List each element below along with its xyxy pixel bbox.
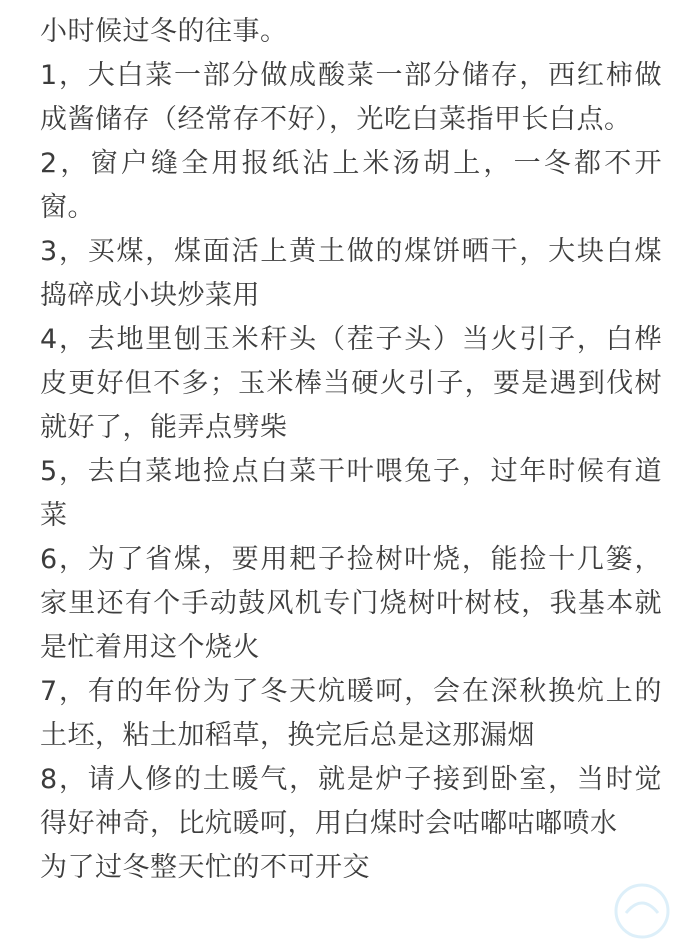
paragraph-closing: 为了过冬整天忙的不可开交 — [40, 852, 370, 883]
paragraph-item-6: 6，为了省煤，要用耙子捡树叶烧，能捡十几篓，家里还有个手动鼓风机专门烧树叶树枝，我基本就是忙着用这个烧火 — [40, 544, 662, 663]
paragraph-item-8: 8，请人修的土暖气，就是炉子接到卧室，当时觉得好神奇，比炕暖呵，用白煤时会咕嘟咕嘟喷水 — [40, 764, 662, 839]
paragraph-item-1: 1，大白菜一部分做成酸菜一部分储存，西红柿做成酱储存（经常存不好），光吃白菜指甲长白点。 — [40, 60, 662, 135]
paragraph-item-7: 7，有的年份为了冬天炕暖呵，会在深秋换炕上的土坯，粘土加稻草，换完后总是这那漏烟 — [40, 676, 662, 751]
paragraph-item-4: 4，去地里刨玉米秆头（茬子头）当火引子，白桦皮更好但不多；玉米棒当硬火引子，要是遇到伐树就好了，能弄点劈柴 — [40, 324, 662, 443]
paragraph-item-2: 2，窗户缝全用报纸沾上米汤胡上，一冬都不开窗。 — [40, 148, 662, 223]
paragraph-item-3: 3，买煤，煤面活上黄土做的煤饼晒干，大块白煤捣碎成小块炒菜用 — [40, 236, 662, 311]
article-body — [40, 10, 662, 890]
paragraph-title: 小时候过冬的往事。 — [40, 16, 288, 47]
paragraph-item-5: 5，去白菜地捡点白菜干叶喂兔子，过年时候有道菜 — [40, 456, 662, 531]
